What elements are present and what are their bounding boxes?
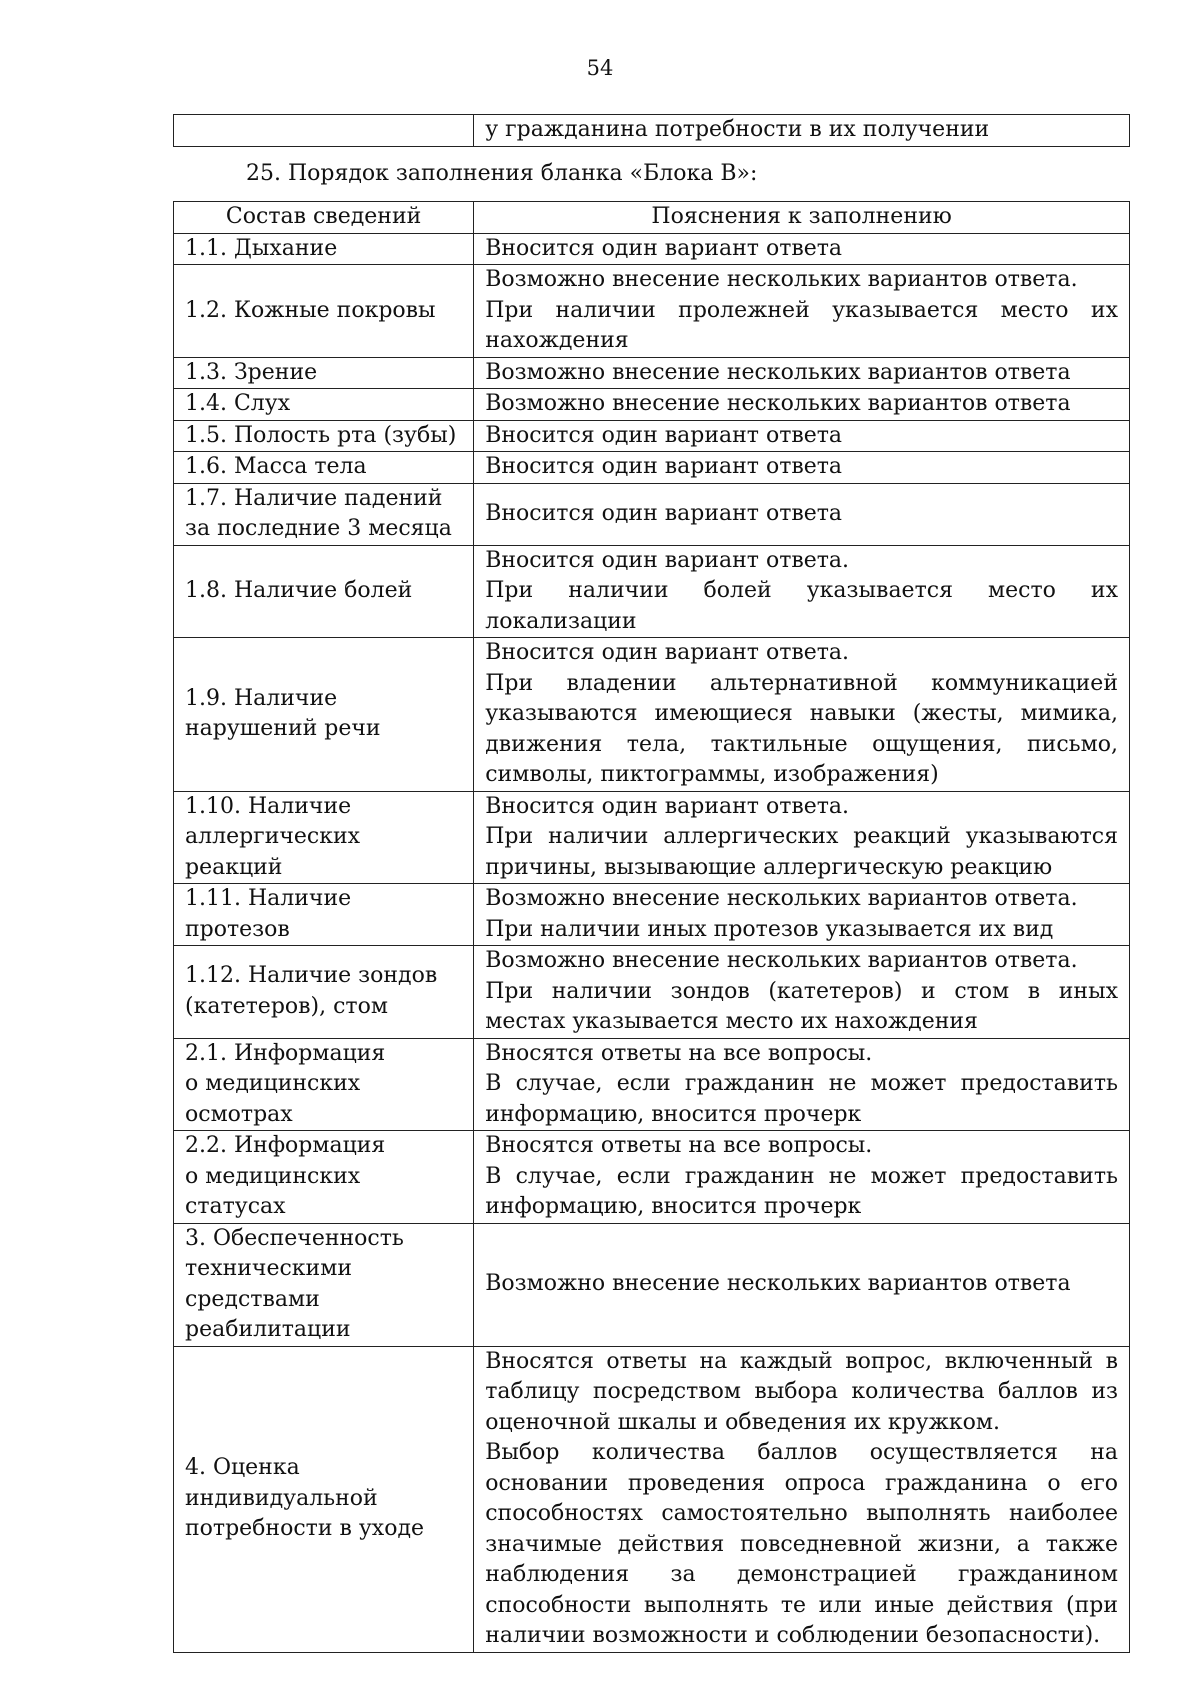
explanation-line: Возможно внесение нескольких вариантов ответа. bbox=[485, 267, 1078, 292]
item-cell: 1.4. Слух bbox=[174, 389, 474, 421]
explanation-line: При наличии иных протезов указывается их вид bbox=[485, 916, 1054, 942]
explanation-line: Вносится один вариант ответа bbox=[485, 235, 843, 261]
table-row bbox=[174, 638, 1130, 792]
item-cell: 2.1. Информация о медицинских осмотрах bbox=[174, 1038, 474, 1131]
table-row bbox=[174, 1131, 1130, 1224]
table-row bbox=[174, 389, 1130, 421]
item-cell: 3. Обеспеченность техническими средствами реабилитации bbox=[174, 1223, 474, 1346]
explanation-cell bbox=[474, 1223, 1130, 1346]
item-cell: 1.8. Наличие болей bbox=[174, 545, 474, 638]
table-row bbox=[174, 483, 1130, 545]
explanation-line: Вносятся ответы на каждый вопрос, включенный в таблицу посредством выбора количества баллов из оценочной шкалы и обведения их кружком. bbox=[485, 1348, 1118, 1435]
explanation-line: В случае, если гражданин не может предоставить информацию, вносится прочерк bbox=[485, 1163, 1118, 1219]
explanation-cell bbox=[474, 884, 1130, 946]
explanation-cell bbox=[474, 638, 1130, 792]
continued-table bbox=[173, 114, 1130, 147]
table-row bbox=[174, 265, 1130, 358]
explanation-cell bbox=[474, 389, 1130, 421]
item-cell: 1.6. Масса тела bbox=[174, 452, 474, 484]
item-cell: 1.3. Зрение bbox=[174, 357, 474, 389]
explanation-line: Возможно внесение нескольких вариантов ответа. bbox=[485, 886, 1078, 911]
explanation-line: Вносится один вариант ответа bbox=[485, 422, 843, 448]
item-cell: 1.5. Полость рта (зубы) bbox=[174, 420, 474, 452]
item-cell: 1.7. Наличие падений за последние 3 месяца bbox=[174, 483, 474, 545]
explanation-cell bbox=[474, 946, 1130, 1039]
item-cell: 1.9. Наличие нарушений речи bbox=[174, 638, 474, 792]
explanation-line: Вносится один вариант ответа. bbox=[485, 793, 850, 819]
explanation-line: При наличии пролежней указывается место их нахождения bbox=[485, 297, 1118, 353]
explanation-line: Вносится один вариант ответа bbox=[485, 454, 843, 479]
table-row bbox=[174, 946, 1130, 1039]
section-heading: 25. Порядок заполнения бланка «Блока В»: bbox=[246, 161, 758, 186]
table-row bbox=[174, 545, 1130, 638]
table-row bbox=[174, 1223, 1130, 1346]
table-row bbox=[174, 1038, 1130, 1131]
explanation-line: Возможно внесение нескольких вариантов ответа bbox=[485, 359, 1071, 385]
explanation-cell bbox=[474, 545, 1130, 638]
explanation-line: При наличии зондов (катетеров) и стом в иных местах указывается место их нахождения bbox=[485, 978, 1118, 1034]
table-row bbox=[174, 233, 1130, 265]
explanation-cell bbox=[474, 265, 1130, 358]
item-cell: 1.2. Кожные покровы bbox=[174, 265, 474, 358]
table-row bbox=[174, 452, 1130, 484]
item-cell: 4. Оценка индивидуальной потребности в уходе bbox=[174, 1346, 474, 1652]
explanation-line: Вносится один вариант ответа. bbox=[485, 640, 850, 665]
table-header-row bbox=[174, 202, 1130, 234]
explanation-cell bbox=[474, 1131, 1130, 1224]
explanation-line: Вносятся ответы на все вопросы. bbox=[485, 1133, 873, 1158]
item-cell: 1.12. Наличие зондов (катетеров), стом bbox=[174, 946, 474, 1039]
table-row bbox=[174, 1346, 1130, 1652]
explanation-line: При наличии аллергических реакций указываются причины, вызывающие аллергическую реакцию bbox=[485, 824, 1118, 880]
page-number: 54 bbox=[586, 56, 614, 80]
column-header-composition: Состав сведений bbox=[174, 202, 474, 234]
explanation-cell bbox=[474, 483, 1130, 545]
explanation-cell bbox=[474, 791, 1130, 884]
explanation-line: Выбор количества баллов осуществляется на основании проведения опроса гражданина о его способностях самостоятельно выполнять наиболее значимые действия повседневной жизни, а также наблюдения за демонстрацией гражданином способности выполнять те или иные действия (при наличии возможности и соблюдении безопасности). bbox=[485, 1440, 1118, 1648]
explanation-line: Вносятся ответы на все вопросы. bbox=[485, 1040, 873, 1066]
explanation-line: При наличии болей указывается место их локализации bbox=[485, 578, 1118, 634]
table-row bbox=[174, 791, 1130, 884]
explanation-line: Возможно внесение нескольких вариантов ответа bbox=[485, 1271, 1071, 1297]
explanation-line: Вносится один вариант ответа. bbox=[485, 547, 850, 573]
explanation-cell bbox=[474, 420, 1130, 452]
item-cell: 1.10. Наличие аллергических реакций bbox=[174, 791, 474, 884]
table-row bbox=[174, 357, 1130, 389]
explanation-line: Вносится один вариант ответа bbox=[485, 500, 843, 526]
explanation-line: В случае, если гражданин не может предоставить информацию, вносится прочерк bbox=[485, 1071, 1118, 1127]
continued-left-cell bbox=[174, 115, 474, 147]
item-cell: 1.1. Дыхание bbox=[174, 233, 474, 265]
table-row bbox=[174, 420, 1130, 452]
explanation-cell bbox=[474, 1346, 1130, 1652]
column-header-explanation: Пояснения к заполнению bbox=[474, 202, 1130, 234]
explanation-line: Возможно внесение нескольких вариантов ответа. bbox=[485, 948, 1078, 973]
explanation-cell bbox=[474, 233, 1130, 265]
explanation-cell bbox=[474, 452, 1130, 484]
explanation-cell bbox=[474, 357, 1130, 389]
continued-right-cell: у гражданина потребности в их получении bbox=[474, 115, 1130, 147]
table-row bbox=[174, 884, 1130, 946]
item-cell: 1.11. Наличие протезов bbox=[174, 884, 474, 946]
explanation-line: При владении альтернативной коммуникацией указываются имеющиеся навыки (жесты, мимика, движения тела, тактильные ощущения, письмо, символы, пиктограммы, изображения) bbox=[485, 670, 1118, 787]
block-b-table bbox=[173, 201, 1130, 1653]
explanation-line: Возможно внесение нескольких вариантов ответа bbox=[485, 391, 1071, 416]
item-cell: 2.2. Информация о медицинских статусах bbox=[174, 1131, 474, 1224]
explanation-cell bbox=[474, 1038, 1130, 1131]
table-body bbox=[174, 233, 1130, 1652]
table-row bbox=[174, 115, 1130, 147]
